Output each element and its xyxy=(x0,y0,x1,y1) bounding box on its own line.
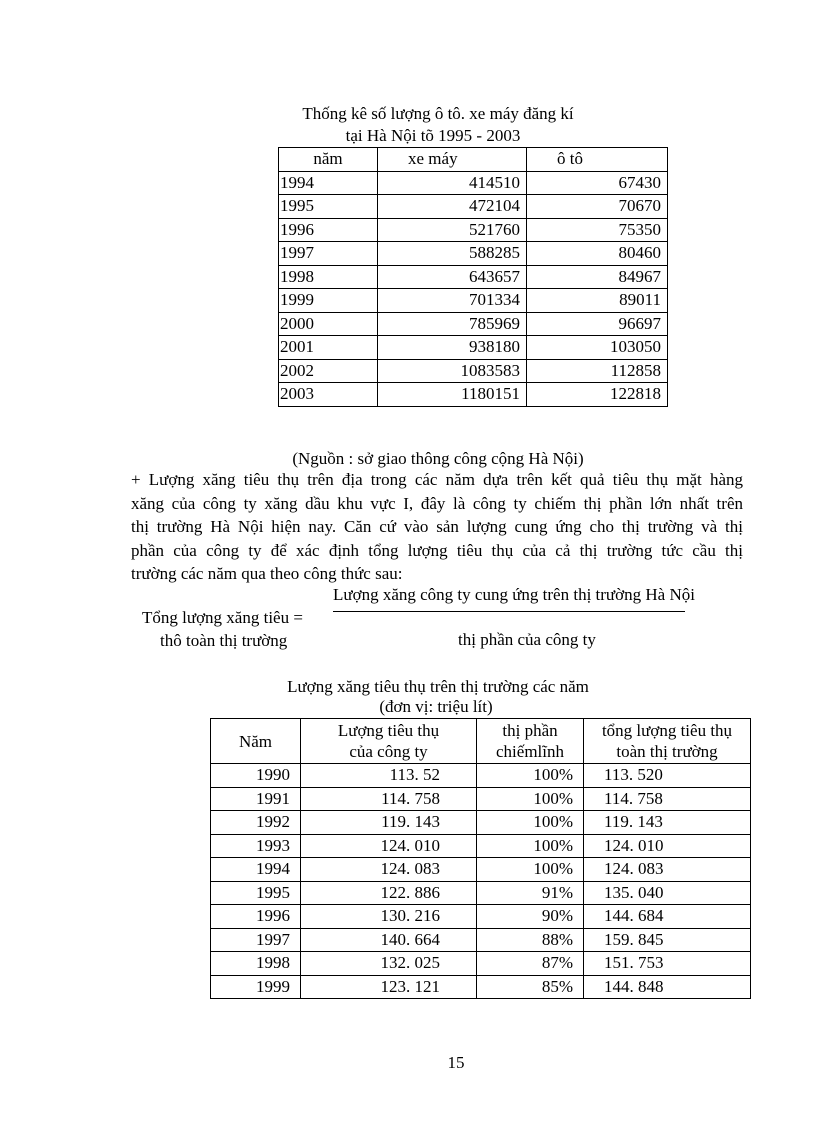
body-paragraph xyxy=(131,468,743,586)
cell-car: 67430 xyxy=(527,171,668,195)
formula-numerator: Lượng xăng công ty cung ứng trên thị trường Hà Nội xyxy=(333,585,695,604)
table-row xyxy=(211,975,751,999)
cell-year: 1997 xyxy=(279,242,378,266)
paragraph-line: xăng của công ty xăng dầu khu vực I, đây là công ty chiếm thị phần lớn nhất trên xyxy=(131,493,743,513)
cell-total-consumption: 144. 848 xyxy=(584,975,751,999)
cell-total-consumption: 151. 753 xyxy=(584,952,751,976)
table-row xyxy=(211,905,751,929)
cell-motorbike: 472104 xyxy=(378,195,527,219)
cell-year: 1995 xyxy=(211,881,301,905)
table-row xyxy=(211,881,751,905)
formula-fraction-bar xyxy=(333,611,685,612)
column-header-year: Năm xyxy=(211,719,301,764)
cell-year: 1996 xyxy=(279,218,378,242)
cell-total-consumption: 124. 083 xyxy=(584,858,751,882)
cell-car: 70670 xyxy=(527,195,668,219)
cell-company-consumption: 132. 025 xyxy=(301,952,477,976)
cell-motorbike: 938180 xyxy=(378,336,527,360)
cell-total-consumption: 159. 845 xyxy=(584,928,751,952)
column-header-total-consumption: tổng lượng tiêu thụ toàn thị trường xyxy=(584,719,751,764)
cell-market-share: 100% xyxy=(477,858,584,882)
cell-total-consumption: 119. 143 xyxy=(584,811,751,835)
table-row xyxy=(279,312,668,336)
cell-year: 2001 xyxy=(279,336,378,360)
cell-market-share: 100% xyxy=(477,834,584,858)
cell-total-consumption: 124. 010 xyxy=(584,834,751,858)
table-row xyxy=(279,218,668,242)
cell-year: 1998 xyxy=(211,952,301,976)
cell-motorbike: 414510 xyxy=(378,171,527,195)
formula-denominator: thị phần của công ty xyxy=(458,630,596,649)
table-header-row xyxy=(279,148,668,172)
cell-market-share: 100% xyxy=(477,787,584,811)
cell-company-consumption: 130. 216 xyxy=(301,905,477,929)
table-header-row xyxy=(211,719,751,764)
cell-motorbike: 521760 xyxy=(378,218,527,242)
registration-table xyxy=(278,147,668,407)
table-row xyxy=(211,928,751,952)
table-row xyxy=(211,764,751,788)
cell-company-consumption: 124. 083 xyxy=(301,858,477,882)
cell-year: 1991 xyxy=(211,787,301,811)
paragraph-line: + Lượng xăng tiêu thụ trên địa trong các năm dựa trên kết quả tiêu thụ mặt hàng xyxy=(131,470,743,489)
cell-motorbike: 1180151 xyxy=(378,383,527,407)
cell-motorbike: 643657 xyxy=(378,265,527,289)
table-row xyxy=(211,787,751,811)
cell-year: 1993 xyxy=(211,834,301,858)
page-number: 15 xyxy=(447,1053,465,1072)
cell-car: 75350 xyxy=(527,218,668,242)
cell-year: 1990 xyxy=(211,764,301,788)
cell-company-consumption: 124. 010 xyxy=(301,834,477,858)
cell-year: 2000 xyxy=(279,312,378,336)
cell-year: 1994 xyxy=(211,858,301,882)
formula-lhs-line1: Tổng lượng xăng tiêu = xyxy=(142,608,303,627)
cell-company-consumption: 113. 52 xyxy=(301,764,477,788)
cell-year: 2002 xyxy=(279,359,378,383)
table-row xyxy=(211,811,751,835)
cell-market-share: 91% xyxy=(477,881,584,905)
cell-car: 103050 xyxy=(527,336,668,360)
table-row xyxy=(279,265,668,289)
source-note: (Nguồn : sở giao thông công cộng Hà Nội) xyxy=(292,449,584,468)
cell-market-share: 100% xyxy=(477,811,584,835)
cell-car: 112858 xyxy=(527,359,668,383)
cell-year: 2003 xyxy=(279,383,378,407)
cell-year: 1998 xyxy=(279,265,378,289)
cell-year: 1994 xyxy=(279,171,378,195)
table2-unit: (đơn vị: triệu lít) xyxy=(379,697,493,716)
cell-company-consumption: 119. 143 xyxy=(301,811,477,835)
column-header-car: ô tô xyxy=(527,148,668,172)
cell-total-consumption: 113. 520 xyxy=(584,764,751,788)
cell-motorbike: 701334 xyxy=(378,289,527,313)
formula-lhs-line2: thô toàn thị trường xyxy=(160,631,288,650)
table-row xyxy=(279,242,668,266)
cell-car: 89011 xyxy=(527,289,668,313)
column-header-year: năm xyxy=(279,148,378,172)
cell-year: 1997 xyxy=(211,928,301,952)
cell-market-share: 88% xyxy=(477,928,584,952)
table1-title-line2: tại Hà Nội tõ 1995 - 2003 xyxy=(345,126,521,145)
paragraph-line: trường các năm qua theo công thức sau: xyxy=(131,564,403,583)
cell-car: 84967 xyxy=(527,265,668,289)
cell-year: 1995 xyxy=(279,195,378,219)
cell-company-consumption: 114. 758 xyxy=(301,787,477,811)
fuel-consumption-table xyxy=(210,718,751,999)
cell-year: 1992 xyxy=(211,811,301,835)
cell-total-consumption: 135. 040 xyxy=(584,881,751,905)
table-row xyxy=(211,952,751,976)
cell-company-consumption: 140. 664 xyxy=(301,928,477,952)
table2-title: Lượng xăng tiêu thụ trên thị trường các năm xyxy=(287,677,589,696)
table-row xyxy=(279,171,668,195)
column-header-market-share: thị phần chiếmlĩnh xyxy=(477,719,584,764)
table-row xyxy=(279,383,668,407)
cell-year: 1999 xyxy=(279,289,378,313)
table-row xyxy=(279,336,668,360)
cell-total-consumption: 144. 684 xyxy=(584,905,751,929)
cell-car: 80460 xyxy=(527,242,668,266)
cell-total-consumption: 114. 758 xyxy=(584,787,751,811)
table-row xyxy=(279,195,668,219)
cell-market-share: 85% xyxy=(477,975,584,999)
cell-motorbike: 588285 xyxy=(378,242,527,266)
cell-motorbike: 785969 xyxy=(378,312,527,336)
table-row xyxy=(211,834,751,858)
cell-motorbike: 1083583 xyxy=(378,359,527,383)
table1-title-line1: Thống kê số lượng ô tô. xe máy đăng kí xyxy=(302,104,574,123)
column-header-motorbike: xe máy xyxy=(378,148,527,172)
cell-market-share: 87% xyxy=(477,952,584,976)
column-header-company-consumption: Lượng tiêu thụ của công ty xyxy=(301,719,477,764)
cell-company-consumption: 122. 886 xyxy=(301,881,477,905)
cell-market-share: 100% xyxy=(477,764,584,788)
paragraph-line: phần của công ty để xác định tổng lượng tiêu thụ của cả thị trường tức cầu thị xyxy=(131,540,743,560)
table-row xyxy=(279,359,668,383)
paragraph-line: thị trường Hà Nội hiện nay. Căn cứ vào sản lượng cung ứng cho thị trường và thị xyxy=(131,517,743,536)
table-row xyxy=(211,858,751,882)
table-row xyxy=(279,289,668,313)
cell-company-consumption: 123. 121 xyxy=(301,975,477,999)
cell-car: 96697 xyxy=(527,312,668,336)
cell-market-share: 90% xyxy=(477,905,584,929)
cell-year: 1999 xyxy=(211,975,301,999)
cell-car: 122818 xyxy=(527,383,668,407)
cell-year: 1996 xyxy=(211,905,301,929)
